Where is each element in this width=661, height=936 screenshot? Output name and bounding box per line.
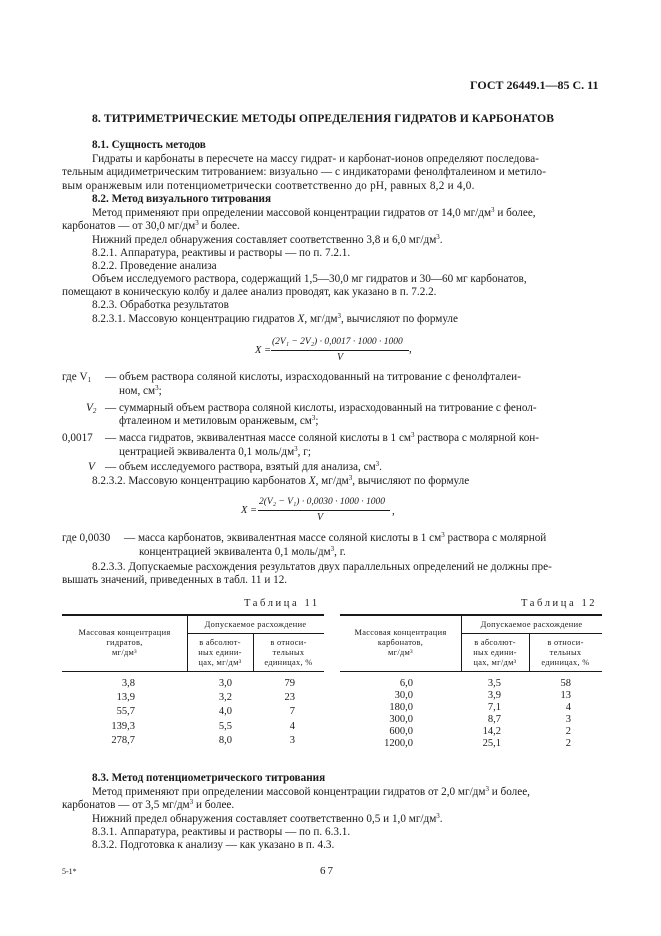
para-line: тельным ацидиметрическим титрованием: визуально — с индикаторами фенолфталеином и метило- <box>62 166 546 178</box>
table11-cell: 278,7 <box>111 734 135 746</box>
where-symbol: V <box>88 461 95 473</box>
where-text: фталеином и метиловым оранжевым, $см^3$; <box>119 414 319 427</box>
table12-cell: 3,5 <box>487 678 501 689</box>
document-header: ГОСТ 26449.1—85 С. 11 <box>470 78 599 92</box>
table12-cell: 58 <box>560 678 571 689</box>
where-text: ном, $см^3$; <box>119 384 162 397</box>
where-text: — суммарный объем раствора соляной кислоты, израсходованный на титрование с фенол- <box>105 402 537 414</box>
para-line: Метод применяют при определении массовой концентрации гидратов от 14,0 $мг/дм^3$ и более, <box>92 206 536 219</box>
para-line: 8.2.3.3. Допускаемые расхождения результатов двух параллельных определений не должны пре- <box>92 561 552 573</box>
table-12-col1-header: Массовая концентрация карбонатов, мг/дм³ <box>354 628 447 657</box>
table-rule <box>340 614 602 616</box>
table-rule <box>62 671 324 672</box>
where-symbol: где $V_1$ <box>62 371 92 384</box>
formula-lhs: X = <box>255 345 272 356</box>
para-line: 8.2.3.2. Массовую концентрацию карбонатов X, $мг/дм^3$, вычисляют по формуле <box>92 474 470 487</box>
para-line: Нижний предел обнаружения составляет соответственно 3,8 и 6,0 $мг/дм^3$. <box>92 233 443 246</box>
formula-numerator: 2(V₂ − V₁) · 0,0030 · 1000 · 1000 <box>259 497 385 507</box>
table11-cell: 139,3 <box>111 720 135 732</box>
para-line: помещают в коническую колбу и далее анализ проводят, как указано в п. 7.2.2. <box>62 286 437 298</box>
table11-cell: 7 <box>289 706 295 718</box>
page-number: 67 <box>320 865 335 877</box>
where-text: центрацией эквивалента 0,1 моль/$дм^3$, г; <box>119 445 311 458</box>
table11-cell: 3,2 <box>218 692 232 704</box>
table-rule <box>461 633 602 634</box>
table12-cell: 3 <box>565 714 571 725</box>
table-11-col2-header: в абсолют- ных едини- цах, мг/дм³ <box>198 638 242 667</box>
para-line: 8.2.3.1. Массовую концентрацию гидратов X, $мг/дм^3$, вычисляют по формуле <box>92 312 458 325</box>
table-11-col3-header: в относи- тельных единицах, % <box>264 638 313 667</box>
where-text: концентрацией эквивалента 0,1 моль/$дм^3$, г. <box>139 545 346 558</box>
table11-cell: 4,0 <box>218 706 232 718</box>
table-rule <box>187 633 324 634</box>
heading-8-3: 8.3. Метод потенциометрического титрования <box>92 772 326 784</box>
table12-cell: 3,9 <box>487 690 501 701</box>
para-line: 8.2.2. Проведение анализа <box>92 260 217 272</box>
table12-cell: 14,2 <box>482 726 501 737</box>
heading-8-1: 8.1. Сущность методов <box>92 139 206 151</box>
para-line: Нижний предел обнаружения составляет соответственно 0,5 и 1,0 $мг/дм^3$. <box>92 812 443 825</box>
para-line: карбонатов — от 30,0 $мг/дм^3$ и более. <box>62 219 240 232</box>
para-line: 8.3.2. Подготовка к анализу — как указано в п. 4.3. <box>92 839 335 851</box>
table11-cell: 3,0 <box>218 678 232 689</box>
para-line: вышать значений, приведенных в табл. 11 и 12. <box>62 574 288 586</box>
table11-cell: 23 <box>284 692 295 704</box>
where-text: — масса гидратов, эквивалентная массе соляной кислоты в 1 $см^3$ раствора с молярной кон- <box>105 431 540 444</box>
where-text: — объем раствора соляной кислоты, израсходованный на титрование с фенолфталеи- <box>105 371 522 383</box>
table-rule <box>62 614 324 616</box>
table11-cell: 4 <box>289 720 295 732</box>
table12-cell: 600,0 <box>389 726 413 737</box>
table-11-caption: Таблица 11 <box>244 598 320 609</box>
para-line: 8.3.1. Аппаратура, реактивы и растворы — по п. 6.3.1. <box>92 826 351 838</box>
para-line: Метод применяют при определении массовой концентрации гидратов от 2,0 $мг/дм^3$ и более, <box>92 785 530 798</box>
para-line: Гидраты и карбонаты в пересчете на массу гидрат- и карбонат-ионов определяют последова- <box>92 153 540 165</box>
table11-cell: 5,5 <box>218 720 232 732</box>
heading-8-2: 8.2. Метод визуального титрования <box>92 193 272 205</box>
table12-cell: 180,0 <box>389 702 413 713</box>
formula-denominator: V <box>317 512 324 523</box>
table12-cell: 13 <box>560 690 571 701</box>
table12-cell: 30,0 <box>394 690 413 701</box>
table12-cell: 7,1 <box>487 702 501 713</box>
table-12-caption: Таблица 12 <box>521 598 598 609</box>
para-line: карбонатов — от 3,5 $мг/дм^3$ и более. <box>62 798 235 811</box>
table11-cell: 79 <box>284 678 295 689</box>
where-text: — объем исследуемого раствора, взятый для анализа, $см^3$. <box>105 460 382 473</box>
formula-end: , <box>392 505 395 517</box>
formula-numerator: (2V₁ − 2V₂) · 0,0017 · 1000 · 1000 <box>272 337 403 347</box>
table11-cell: 3,8 <box>121 678 135 689</box>
where-symbol: $V_2$ <box>86 402 97 415</box>
where-symbol: где 0,0030 <box>62 532 111 544</box>
table-12-col3-header: в относи- тельных единицах, % <box>541 638 590 667</box>
table12-cell: 1200,0 <box>384 738 413 749</box>
table12-cell: 4 <box>565 702 571 713</box>
table11-cell: 55,7 <box>116 706 135 718</box>
para-line: вым оранжевым или потенциометрически соответственно до pH, равных 8,2 и 4,0. <box>62 180 475 192</box>
formula-end: , <box>409 343 412 355</box>
para-line: Объем исследуемого раствора, содержащий 1,5—30,0 мг гидратов и 30—60 мг карбонатов, <box>92 273 527 285</box>
table-11-col1-header: Массовая концентрация гидратов, мг/дм³ <box>78 628 171 657</box>
fraction-bar <box>271 350 409 351</box>
where-symbol: 0,0017 <box>62 432 93 444</box>
where-text: — масса карбонатов, эквивалентная массе соляной кислоты в 1 $см^3$ раствора с молярной <box>124 531 547 544</box>
para-line: 8.2.1. Аппаратура, реактивы и растворы — по п. 7.2.1. <box>92 247 351 259</box>
table12-cell: 2 <box>565 738 571 749</box>
para-line: 8.2.3. Обработка результатов <box>92 299 229 311</box>
table-rule <box>340 671 602 672</box>
table11-cell: 3 <box>289 734 295 746</box>
table11-cell: 8,0 <box>218 734 232 746</box>
table11-cell: 13,9 <box>116 692 135 704</box>
table12-cell: 2 <box>565 726 571 737</box>
table12-cell: 6,0 <box>399 678 413 689</box>
table-12-col2-header: в абсолют- ных едини- цах, мг/дм³ <box>473 638 517 667</box>
formula-lhs: X = <box>241 505 258 516</box>
table12-cell: 8,7 <box>487 714 501 725</box>
section-title: 8. ТИТРИМЕТРИЧЕСКИЕ МЕТОДЫ ОПРЕДЕЛЕНИЯ ГИДРАТОВ И КАРБОНАТОВ <box>92 112 555 125</box>
table-11-group-header: Допускаемое расхождение <box>204 620 307 629</box>
fraction-bar <box>258 510 390 511</box>
formula-denominator: V <box>337 352 344 363</box>
table12-cell: 25,1 <box>482 738 501 749</box>
footer-mark: 5-1* <box>62 867 77 876</box>
table-12-group-header: Допускаемое расхождение <box>480 620 583 629</box>
table12-cell: 300,0 <box>389 714 413 725</box>
